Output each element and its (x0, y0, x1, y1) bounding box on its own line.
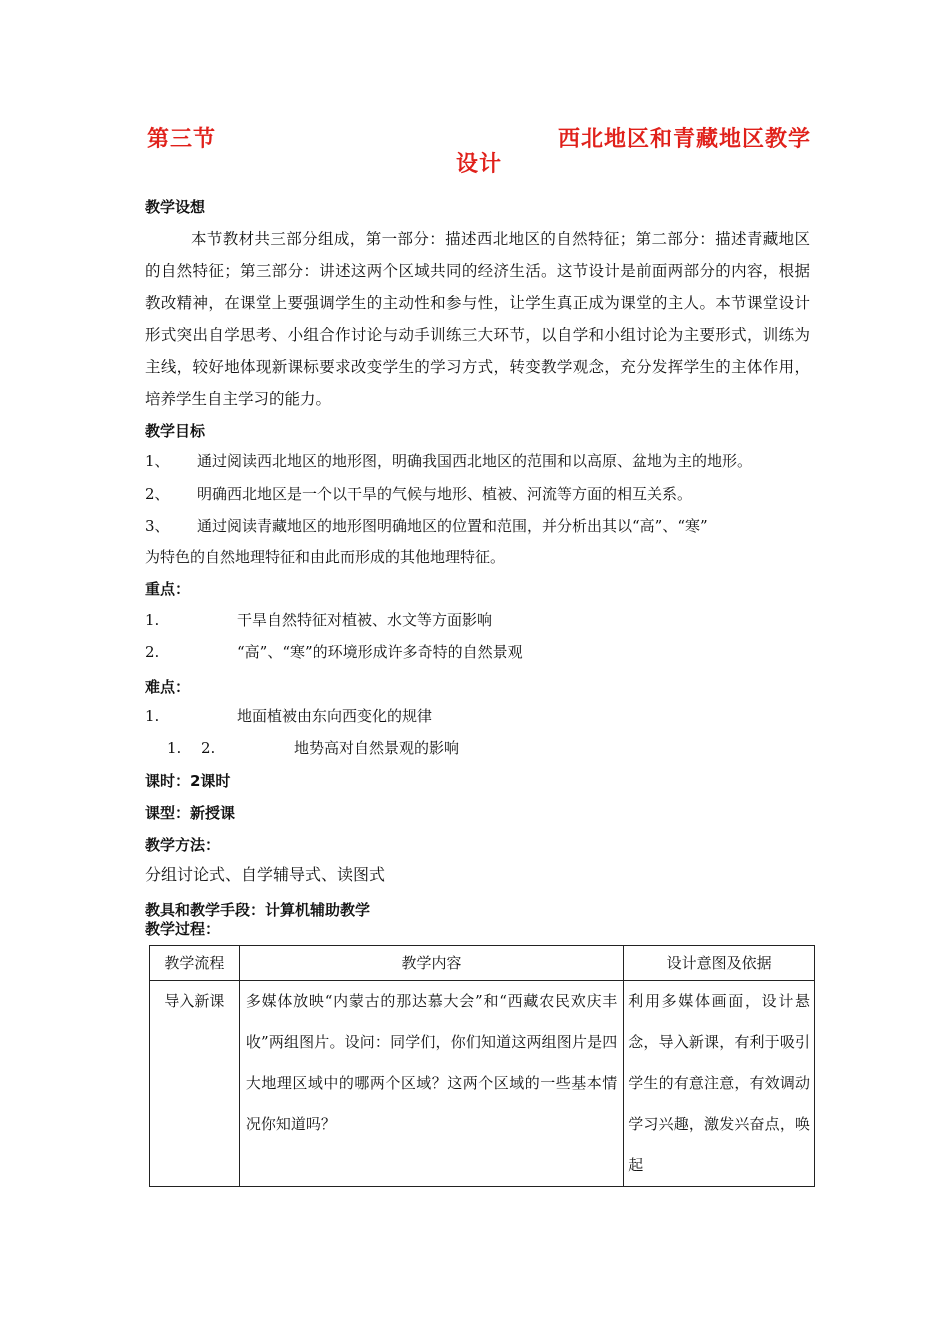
difficulty-1-num: 1. (145, 707, 160, 725)
cell-content: 多媒体放映“内蒙古的那达慕大会”和“西藏农民欢庆丰收”两组图片。设问：同学们，你们知道这两组图片是四大地理区域中的哪两个区域？这两个区域的一些基本情况你知道吗？ (239, 981, 623, 1187)
design-idea-heading: 教学设想 (145, 198, 206, 216)
header-content: 教学内容 (239, 946, 623, 981)
method-text: 分组讨论式、自学辅导式、读图式 (145, 865, 386, 884)
tools-line: 教具和教学手段：计算机辅助教学 (145, 901, 371, 919)
title-part-1: 第三节 (147, 126, 217, 152)
method-heading: 教学方法： (145, 836, 221, 854)
difficulty-2-outer-num: 1. (167, 739, 182, 757)
goals-heading: 教学目标 (145, 422, 206, 440)
class-hours: 课时：2课时 (145, 772, 231, 790)
difficulties-heading: 难点： (145, 678, 191, 696)
goal-2-text: 明确西北地区是一个以干旱的气候与地形、植被、河流等方面的相互关系。 (197, 485, 693, 503)
key-point-1-num: 1. (145, 611, 160, 629)
goal-3-text: 通过阅读青藏地区的地形图明确地区的位置和范围，并分析出其以“高”、“寒” (197, 517, 708, 535)
goal-3-num: 3、 (145, 517, 170, 535)
title-part-3: 设计 (456, 151, 503, 177)
header-flow: 教学流程 (150, 946, 240, 981)
cell-intent: 利用多媒体画面，设计悬念，导入新课，有利于吸引学生的有意注意，有效调动学习兴趣，激发兴奋点，唤起 (624, 981, 815, 1187)
goal-1-num: 1、 (145, 452, 170, 470)
process-table (149, 945, 815, 1187)
goal-1-text: 通过阅读西北地区的地形图，明确我国西北地区的范围和以高原、盆地为主的地形。 (197, 452, 753, 470)
difficulty-2-num: 2. (201, 739, 216, 757)
table-row (150, 981, 815, 1187)
goal-3-continued: 为特色的自然地理特征和由此而形成的其他地理特征。 (145, 548, 506, 566)
difficulty-1-text: 地面植被由东向西变化的规律 (237, 707, 433, 725)
class-type: 课型：新授课 (145, 804, 236, 822)
key-point-2-num: 2. (145, 643, 160, 661)
title-part-2: 西北地区和青藏地区教学 (558, 126, 812, 152)
table-header-row (150, 946, 815, 981)
difficulty-2-text: 地势高对自然景观的影响 (294, 739, 460, 757)
goal-2-num: 2、 (145, 485, 170, 503)
design-idea-body: 本节教材共三部分组成，第一部分：描述西北地区的自然特征；第二部分：描述青藏地区的自然特征；第三部分：讲述这两个区域共同的经济生活。这节设计是前面两部分的内容，根据教改精神，在课堂上要强调学生的主动性和参与性，让学生真正成为课堂的主人。本节课堂设计形式突出自学思考、小组合作讨论与动手训练三大环节，以自学和小组讨论为主要形式，训练为主线，较好地体现新课标要求改变学生的学习方式，转变教学观念，充分发挥学生的主体作用，培养学生自主学习的能力。 (145, 230, 810, 408)
cell-flow: 导入新课 (150, 981, 240, 1187)
key-point-1-text: 干旱自然特征对植被、水文等方面影响 (237, 611, 493, 629)
process-heading: 教学过程： (145, 920, 221, 938)
key-point-2-text: “高”、“寒”的环境形成许多奇特的自然景观 (237, 643, 523, 661)
header-intent: 设计意图及依据 (624, 946, 815, 981)
key-points-heading: 重点： (145, 580, 191, 598)
